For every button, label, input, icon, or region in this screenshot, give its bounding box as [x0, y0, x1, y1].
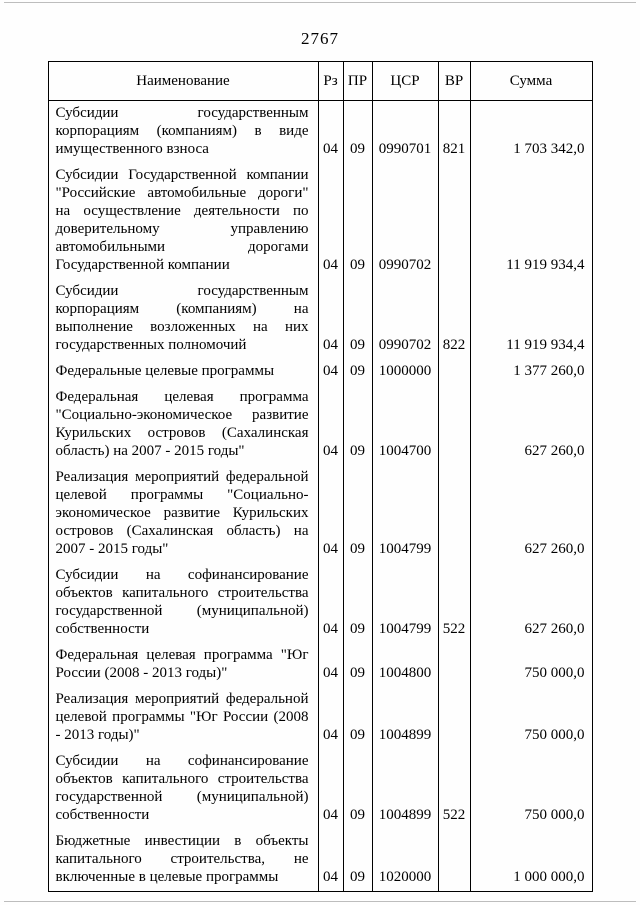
- table-header: [48, 62, 592, 101]
- row-rz: 04: [318, 465, 343, 563]
- page-number: 2767: [301, 29, 339, 48]
- row-csr: 1000000: [372, 359, 438, 385]
- row-vr: [438, 687, 470, 749]
- table-row: [48, 643, 592, 687]
- table-row: [48, 749, 592, 829]
- row-rz: 04: [318, 385, 343, 465]
- col-header-pr: ПР: [343, 62, 372, 101]
- row-rz: 04: [318, 687, 343, 749]
- col-header-rz: Рз: [318, 62, 343, 101]
- row-sum: 11 919 934,4: [470, 163, 592, 279]
- row-pr: 09: [343, 385, 372, 465]
- row-name: Реализация мероприятий федеральной целевой программы "Социально-экономическое развитие Курильских островов (Сахалинская область) на 2007 - 2015 годы": [48, 465, 318, 563]
- table-row: [48, 279, 592, 359]
- table-row: [48, 163, 592, 279]
- row-csr: 1004799: [372, 563, 438, 643]
- row-rz: 04: [318, 359, 343, 385]
- row-vr: 522: [438, 749, 470, 829]
- row-rz: 04: [318, 163, 343, 279]
- row-csr: 1020000: [372, 829, 438, 892]
- table-row: [48, 563, 592, 643]
- scan-edge-top: [4, 2, 636, 3]
- row-csr: 0990701: [372, 101, 438, 164]
- row-pr: 09: [343, 359, 372, 385]
- row-csr: 1004700: [372, 385, 438, 465]
- row-sum: 1 000 000,0: [470, 829, 592, 892]
- row-csr: 1004899: [372, 749, 438, 829]
- row-name: Федеральная целевая программа "Социально-экономическое развитие Курильских островов (Сахалинская область) на 2007 - 2015 годы": [48, 385, 318, 465]
- row-csr: 0990702: [372, 279, 438, 359]
- row-name: Федеральная целевая программа "Юг России (2008 - 2013 годы)": [48, 643, 318, 687]
- row-sum: 750 000,0: [470, 643, 592, 687]
- table-row: [48, 465, 592, 563]
- col-header-csr: ЦСР: [372, 62, 438, 101]
- table-body: [48, 101, 592, 892]
- row-sum: 1 377 260,0: [470, 359, 592, 385]
- row-name: Субсидии на софинансирование объектов капитального строительства государственной (муниципальной) собственности: [48, 563, 318, 643]
- col-header-sum: Сумма: [470, 62, 592, 101]
- row-vr: [438, 359, 470, 385]
- table-row: [48, 687, 592, 749]
- row-rz: 04: [318, 643, 343, 687]
- row-name: Субсидии государственным корпорациям (компаниям) в виде имущественного взноса: [48, 101, 318, 164]
- row-rz: 04: [318, 563, 343, 643]
- row-rz: 04: [318, 101, 343, 164]
- table-row: [48, 101, 592, 164]
- table-row: [48, 385, 592, 465]
- row-rz: 04: [318, 749, 343, 829]
- row-name: Субсидии на софинансирование объектов капитального строительства государственной (муниципальной) собственности: [48, 749, 318, 829]
- row-rz: 04: [318, 829, 343, 892]
- row-pr: 09: [343, 163, 372, 279]
- row-vr: [438, 643, 470, 687]
- row-sum: 627 260,0: [470, 465, 592, 563]
- row-vr: 522: [438, 563, 470, 643]
- row-name: Реализация мероприятий федеральной целевой программы "Юг России (2008 - 2013 годы)": [48, 687, 318, 749]
- scan-edge-bottom: [4, 901, 636, 902]
- row-csr: 1004799: [372, 465, 438, 563]
- row-sum: 750 000,0: [470, 749, 592, 829]
- row-pr: 09: [343, 563, 372, 643]
- table-row: [48, 359, 592, 385]
- table-row: [48, 829, 592, 892]
- row-vr: [438, 465, 470, 563]
- row-vr: [438, 829, 470, 892]
- row-name: Бюджетные инвестиции в объекты капитального строительства, не включенные в целевые программы: [48, 829, 318, 892]
- budget-table: [48, 61, 593, 892]
- row-pr: 09: [343, 687, 372, 749]
- row-pr: 09: [343, 279, 372, 359]
- row-sum: 627 260,0: [470, 563, 592, 643]
- row-vr: [438, 163, 470, 279]
- row-name: Субсидии Государственной компании "Российские автомобильные дороги" на осуществление деятельности по доверительному управлению автомобильными дорогами Государственной компании: [48, 163, 318, 279]
- row-sum: 1 703 342,0: [470, 101, 592, 164]
- row-vr: 822: [438, 279, 470, 359]
- row-pr: 09: [343, 749, 372, 829]
- row-pr: 09: [343, 643, 372, 687]
- row-rz: 04: [318, 279, 343, 359]
- row-csr: 1004899: [372, 687, 438, 749]
- row-sum: 750 000,0: [470, 687, 592, 749]
- row-pr: 09: [343, 829, 372, 892]
- col-header-vr: ВР: [438, 62, 470, 101]
- row-csr: 1004800: [372, 643, 438, 687]
- row-csr: 0990702: [372, 163, 438, 279]
- row-vr: [438, 385, 470, 465]
- row-vr: 821: [438, 101, 470, 164]
- row-name: Федеральные целевые программы: [48, 359, 318, 385]
- col-header-name: Наименование: [48, 62, 318, 101]
- row-name: Субсидии государственным корпорациям (компаниям) на выполнение возложенных на них государственных полномочий: [48, 279, 318, 359]
- row-sum: 627 260,0: [470, 385, 592, 465]
- row-sum: 11 919 934,4: [470, 279, 592, 359]
- row-pr: 09: [343, 465, 372, 563]
- row-pr: 09: [343, 101, 372, 164]
- table-header-row: [48, 62, 592, 101]
